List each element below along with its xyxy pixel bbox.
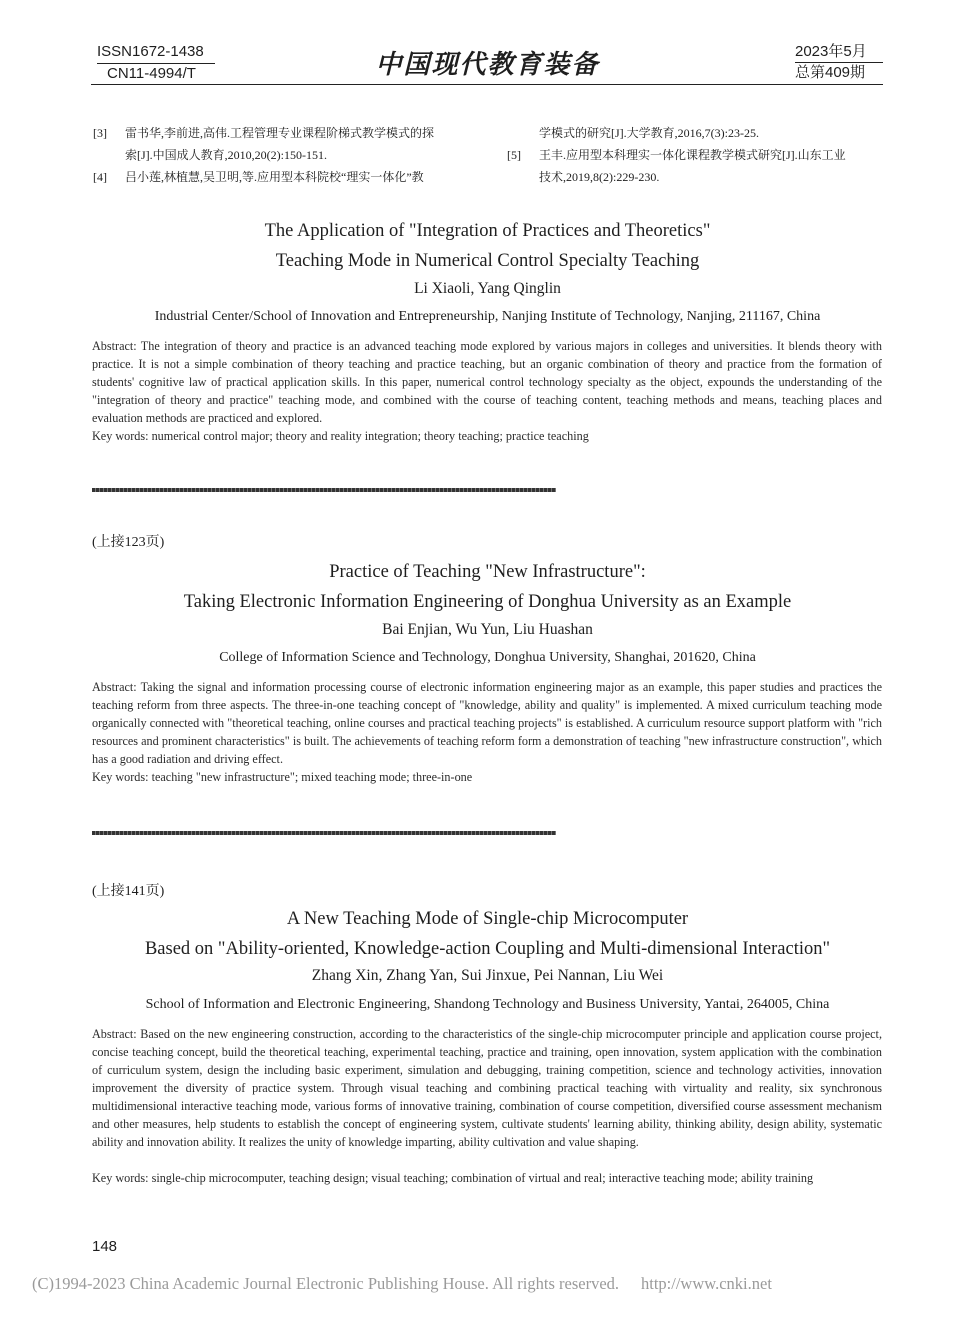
copyright-text: (C)1994-2023 China Academic Journal Electronic Publishing House. All rights reserved. bbox=[32, 1274, 620, 1293]
section-divider bbox=[92, 488, 556, 492]
cnki-link[interactable]: http://www.cnki.net bbox=[641, 1274, 772, 1293]
article-title-line: Practice of Teaching "New Infrastructure": bbox=[329, 562, 646, 582]
article-title bbox=[0, 557, 975, 617]
article-title bbox=[0, 904, 975, 964]
reference-number: [4] bbox=[93, 170, 107, 184]
journal-title: 中国现代教育装备 bbox=[375, 50, 600, 79]
article-authors: Bai Enjian, Wu Yun, Liu Huashan bbox=[382, 621, 593, 638]
article-authors: Li Xiaoli, Yang Qinglin bbox=[414, 280, 561, 297]
issue-date: 2023年5月 bbox=[795, 42, 883, 63]
copyright-footer bbox=[32, 1274, 942, 1294]
article-title-line: Taking Electronic Information Engineering of Donghua University as an Example bbox=[183, 592, 792, 612]
reference-continuation: 技术,2019,8(2):229-230. bbox=[539, 170, 660, 184]
article-authors: Zhang Xin, Zhang Yan, Sui Jinxue, Pei Nannan, Liu Wei bbox=[311, 967, 664, 984]
issue-number: 总第409期 bbox=[795, 64, 866, 81]
article-keywords: Key words: single-chip microcomputer, teaching design; visual teaching; combination of virtual and real; interactive teaching mode; ability training bbox=[92, 1171, 814, 1185]
reference-text: 王丰.应用型本科理实一体化课程教学模式研究[J].山东工业 bbox=[539, 148, 846, 162]
article-affiliation: School of Information and Electronic Engineering, Shandong Technology and Business University, Yantai, 264005, China bbox=[145, 997, 830, 1012]
reference-number: [3] bbox=[93, 126, 107, 140]
article-title-line: Teaching Mode in Numerical Control Specialty Teaching bbox=[275, 251, 700, 271]
article-affiliation: Industrial Center/School of Innovation and Entrepreneurship, Nanjing Institute of Technology, Nanjing, 211167, China bbox=[154, 309, 821, 324]
reference-text: 吕小莲,林植慧,吴卫明,等.应用型本科院校“理实一体化”教 bbox=[125, 170, 424, 184]
reference-item bbox=[93, 122, 513, 144]
issue-info bbox=[795, 42, 883, 83]
issn: ISSN1672-1438 bbox=[97, 42, 215, 64]
article-title-line: A New Teaching Mode of Single-chip Microcomputer bbox=[286, 909, 689, 929]
cn-number: CN11-4994/T bbox=[107, 65, 196, 82]
article-title bbox=[0, 216, 975, 276]
references-right-column bbox=[507, 122, 927, 188]
article-affiliation: College of Information Science and Technology, Donghua University, Shanghai, 201620, China bbox=[219, 650, 756, 665]
reference-text: 雷书华,李前进,高伟.工程管理专业课程阶梯式教学模式的探 bbox=[125, 126, 435, 140]
section-divider bbox=[92, 831, 556, 835]
article-abstract: Abstract: The integration of theory and practice is an advanced teaching mode explored by various majors in colleges and universities. It blends theory with practice. It is not a simple combination of theory teaching and practice teaching, but an organic combination of theory and practice from the formation of students' cognitive law of practical application skills. In this paper, numerical control technology specialty as the object, expounds the understanding of the "integration of theory and practice" teaching mode, and combined with the course of teaching content, teaching methods and means, teaching places and evaluation methods are practiced and explored. bbox=[92, 339, 882, 425]
article-title-line: The Application of "Integration of Practices and Theoretics" bbox=[264, 221, 711, 241]
continued-from-note: (上接123页) bbox=[92, 535, 165, 550]
reference-number: [5] bbox=[507, 148, 521, 162]
references-left-column bbox=[93, 122, 513, 188]
reference-continuation: 索[J].中国成人教育,2010,20(2):150-151. bbox=[125, 148, 327, 162]
reference-continuation: 学模式的研究[J].大学教育,2016,7(3):23-25. bbox=[539, 126, 759, 140]
reference-item bbox=[93, 166, 513, 188]
article-abstract: Abstract: Based on the new engineering construction, according to the characteristics of the single-chip microcomputer principle and application course project, concise teaching concept, build the theoretical teaching, experimental teaching, practice and training, open innovation, system application with the combination of curriculum system, design the including basic experiment, simulation and debugging, training competition, science and technology activities, innovation improvement the diversity of practice system. Through visual teaching and combining practical teaching with virtuality and reality, six synchronous multidimensional interactive teaching mode, various forms of innovative training, combination of course competition, diversified course assessment mechanism and other measures, help students to establish the concept of engineering system, cultivate students' learning ability, thinking ability, design ability, systematic ability and innovation ability. It realizes the unity of knowledge imparting, ability cultivation and value shaping. bbox=[92, 1027, 882, 1149]
article-title-line: Based on "Ability-oriented, Knowledge-action Coupling and Multi-dimensional Interaction" bbox=[144, 939, 831, 959]
page-number: 148 bbox=[92, 1238, 118, 1255]
article-keywords: Key words: numerical control major; theory and reality integration; theory teaching; practice teaching bbox=[92, 429, 589, 443]
reference-item bbox=[507, 144, 927, 166]
continued-from-note: (上接141页) bbox=[92, 884, 165, 899]
article-abstract: Abstract: Taking the signal and information processing course of electronic information engineering major as an example, this paper studies and practices the teaching reform from three aspects. The three-in-one teaching concept of "knowledge, ability and quality" is implemented. A mixed curriculum teaching mode organically connected with "theoretical teaching, online courses and practical teaching projects" is established. A curriculum resource support platform with "rich resources and prominent characteristics" is built. The achievements of teaching reform form a demonstration of teaching "new infrastructure construction", which has a good radiation and driving effect. bbox=[92, 680, 882, 766]
article-keywords: Key words: teaching "new infrastructure"; mixed teaching mode; three-in-one bbox=[92, 770, 473, 784]
header-rule bbox=[91, 84, 883, 85]
